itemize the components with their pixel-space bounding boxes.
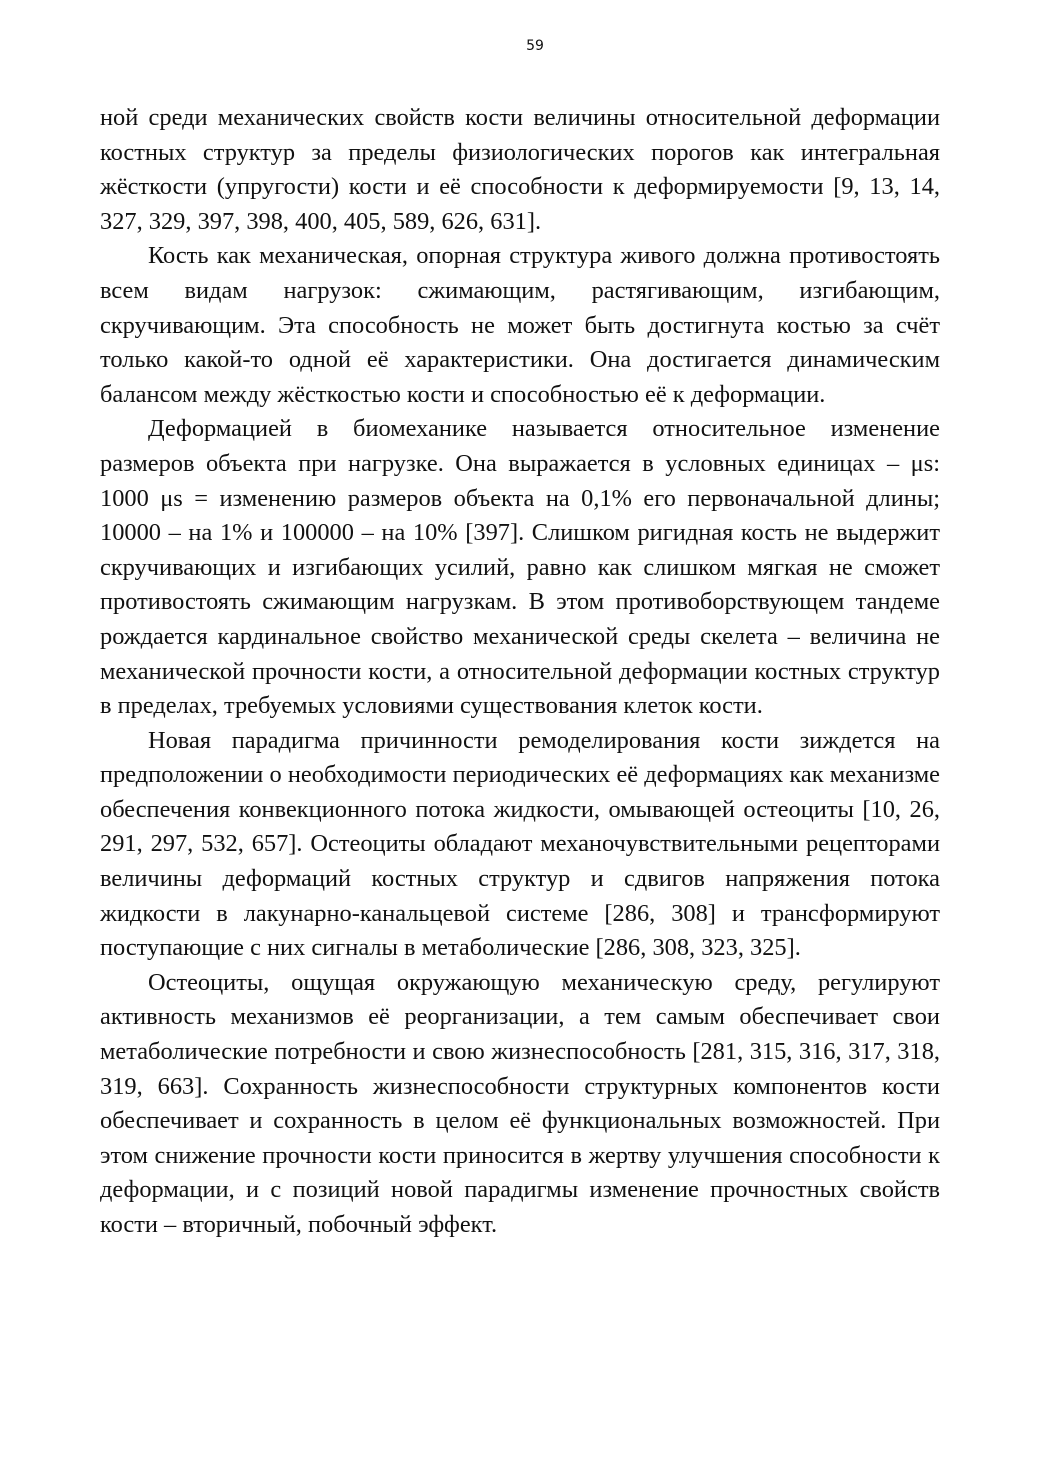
paragraph-osteocytes: Остеоциты, ощущая окружающую механическую среду, регулируют активность механизмов её реорганизации, а тем самым обеспечивает свои метаболические потребности и свою жизнеспособность [281, 315, 316, 317, 318, 319, 663]. Сохранность жизнеспособности структурных компонентов кости обеспечивает и сохранность в целом её функциональных возможностей. При этом снижение прочности кости приносится в жертву улучшения способности к деформации, и с позиций новой парадигмы изменение прочностных свойств кости – вторичный, побочный эффект. bbox=[100, 968, 940, 1238]
paragraph-remodeling-paradigm: Новая парадигма причинности ремоделирования кости зиждется на предположении о необходимости периодических её деформациях как механизме обеспечения конвекционного потока жидкости, омывающей остеоциты [10, 26, 291, 297, 532, 657]. Остеоциты обладают механочувствительными рецепторами величины деформаций костных структур и сдвигов напряжения потока жидкости в лакунарно-канальцевой системе [286, 308] и трансформируют поступающие с них сигналы в метаболические [286, 308, 323, 325]. bbox=[100, 726, 940, 962]
paragraph-continuation: ной среди механических свойств кости величины относительной деформации костных структур за пределы физиологических порогов как интегральная жёсткости (упругости) кости и её способности к деформируемости [9, 13, 14, 327, 329, 397, 398, 400, 405, 589, 626, 631]. bbox=[100, 104, 940, 235]
page-number: 59 bbox=[526, 38, 544, 54]
page-body bbox=[100, 101, 940, 1243]
paragraph-bone-structure: Кость как механическая, опорная структура живого должна противостоять всем видам нагрузок: сжимающим, растягивающим, изгибающим, скручивающим. Эта способность не может быть достигнута костью за счёт только какой-то одной её характеристики. Она достигается динамическим балансом между жёсткостью кости и способностью её к деформации. bbox=[100, 242, 940, 408]
paragraph-deformation-definition: Деформацией в биомеханике называется относительное изменение размеров объекта при нагрузке. Она выражается в условных единицах – μs: 1000 μs = изменению размеров объекта на 0,1% его первоначальной длины; 10000 – на 1% и 100000 – на 10% [397]. Слишком ригидная кость не выдержит скручивающих и изгибающих усилий, равно как слишком мягкая не сможет противостоять сжимающим нагрузкам. В этом противоборствующем тандеме рождается кардинальное свойство механической среды скелета – величина не механической прочности кости, а относительной деформации костных структур в пределах, требуемых условиями существования клеток кости. bbox=[100, 415, 940, 720]
